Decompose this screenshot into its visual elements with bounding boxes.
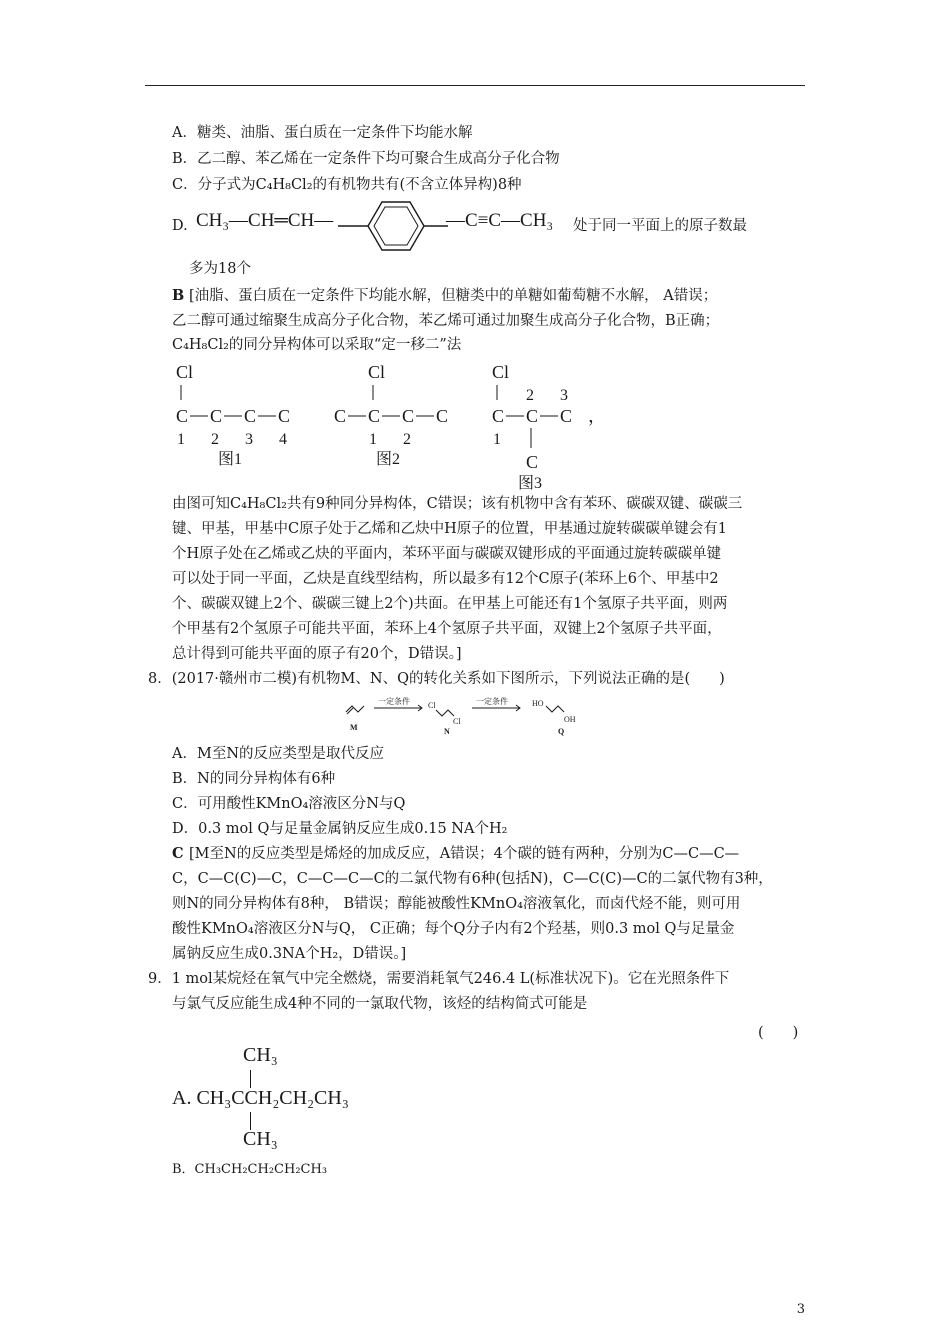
q8-label-m: M bbox=[350, 723, 358, 732]
fig1-num: 3 bbox=[245, 431, 253, 448]
q8-reaction-scheme bbox=[340, 694, 620, 736]
q7-option-d-formula-left: CH₃—CH═CH— bbox=[196, 210, 334, 231]
header-rule bbox=[145, 85, 805, 86]
q7-explanation-line: 总计得到可能共平面的原子有20个，D错误。] bbox=[172, 646, 462, 662]
fig1-c4: C bbox=[278, 406, 291, 426]
q8-option-b: B．N的同分异构体有6种 bbox=[172, 771, 336, 787]
q7-explanation-line: 可以处于同一平面，乙炔是直线型结构，所以最多有12个C原子(苯环上6个、甲基中2 bbox=[172, 571, 719, 587]
q7-option-b: B．乙二醇、苯乙烯在一定条件下均可聚合生成高分子化合物 bbox=[172, 151, 560, 167]
q8-option-c: C．可用酸性KMnO₄溶液区分N与Q bbox=[172, 796, 406, 812]
q7-explanation-line: 个H原子处在乙烯或乙炔的平面内，苯环平面与碳碳双键形成的平面通过旋转碳碳单键 bbox=[172, 546, 722, 562]
page-number: 3 bbox=[796, 1302, 805, 1317]
fig1-num: 4 bbox=[279, 431, 287, 448]
q9-stem-continued: 与氯气反应能生成4种不同的一氯取代物，该烃的结构简式可能是 bbox=[172, 996, 588, 1012]
q7-option-d-suffix: 处于同一平面上的原子数最 bbox=[573, 218, 747, 234]
q8-option-d: D．0.3 mol Q与足量金属钠反应生成0.15 NA个H₂ bbox=[172, 821, 508, 837]
fig2-c4: C bbox=[436, 406, 449, 426]
q9-answer-blank: ( ) bbox=[758, 1025, 799, 1041]
fig3-c2: C bbox=[526, 406, 539, 426]
q7-explanation-line: 乙二醇可通过缩聚生成高分子化合物，苯乙烯可通过加聚生成高分子化合物，B正确； bbox=[172, 313, 720, 329]
q8-option-a: A．M至N的反应类型是取代反应 bbox=[172, 746, 385, 762]
q8-explanation-line: [M至N的反应类型是烯烃的加成反应，A错误；4个碳的链有两种，分别为C—C—C— bbox=[189, 846, 740, 862]
q7-option-d-prefix: D. bbox=[172, 218, 188, 234]
q9-option-a-bottom-methyl: CH₃ bbox=[243, 1128, 278, 1150]
q8-label-n: N bbox=[444, 727, 450, 736]
isomer-figures bbox=[170, 358, 610, 493]
fig3-c1: C bbox=[492, 406, 505, 426]
fig3-label: 图3 bbox=[518, 475, 543, 492]
q9-option-a-main-chain: A. CH₃CCH₂CH₂CH₃ bbox=[172, 1087, 349, 1109]
q8-arrow-condition-2: 一定条件 bbox=[476, 697, 508, 706]
fig3-c-branch: C bbox=[526, 452, 539, 472]
fig2-c1: C bbox=[334, 406, 347, 426]
fig2-cl: Cl bbox=[368, 362, 386, 382]
fig3-num: 3 bbox=[560, 387, 568, 404]
q8-arrow-condition-1: 一定条件 bbox=[378, 697, 410, 706]
q8-stem: 8．(2017·赣州市二模)有机物M、N、Q的转化关系如下图所示，下列说法正确的是( ) bbox=[148, 671, 725, 687]
q7-explanation-line: 个甲基有2个氢原子可能共平面，苯环上4个氢原子共平面，双键上2个氢原子共平面， bbox=[172, 621, 722, 637]
fig3-num: 2 bbox=[526, 387, 534, 404]
q8-label-cl: Cl bbox=[453, 717, 461, 726]
q7-option-c: C．分子式为C₄H₈Cl₂的有机物共有(不含立体异构)8种 bbox=[172, 177, 522, 193]
fig3-c3: C bbox=[560, 406, 573, 426]
fig2-num: 1 bbox=[369, 431, 377, 448]
fig1-num: 1 bbox=[177, 431, 185, 448]
q8-label-cl: Cl bbox=[428, 701, 436, 710]
fig3-cl: Cl bbox=[492, 362, 510, 382]
q9-option-b: B．CH₃CH₂CH₂CH₂CH₃ bbox=[172, 1162, 328, 1177]
q9-stem: 9．1 mol某烷烃在氧气中完全燃烧，需要消耗氧气246.4 L(标准状况下)。它在光照条件下 bbox=[148, 971, 730, 987]
q7-answer-letter: B bbox=[172, 287, 185, 304]
fig1-c2: C bbox=[210, 406, 223, 426]
q8-answer-letter: C bbox=[172, 845, 184, 862]
q8-label-q: Q bbox=[558, 727, 565, 736]
q7-explanation-line: C₄H₈Cl₂的同分异构体可以采取“定一移二”法 bbox=[172, 337, 462, 353]
q7-explanation-line: [油脂、蛋白质在一定条件下均能水解，但糖类中的单糖如葡萄糖不水解， A错误； bbox=[189, 288, 718, 304]
fig2-c2: C bbox=[368, 406, 381, 426]
q8-explanation-line: 属钠反应生成0.3NA个H₂，D错误。] bbox=[172, 946, 407, 962]
q9-option-a-top-methyl: CH₃ bbox=[243, 1044, 278, 1066]
benzene-ring-diagram bbox=[338, 196, 448, 256]
q9-bond-top bbox=[250, 1070, 251, 1088]
q7-explanation-line: 键、甲基，甲基中C原子处于乙烯和乙炔中H原子的位置，甲基通过旋转碳碳单键会有1 bbox=[172, 521, 727, 537]
q8-explanation-line: 酸性KMnO₄溶液区分N与Q， C正确；每个Q分子内有2个羟基，则0.3 mol Q与足量金 bbox=[172, 921, 735, 937]
q7-explanation-line: 个、碳碳双键上2个、碳碳三键上2个)共面。在甲基上可能还有1个氢原子共平面，则两 bbox=[172, 596, 728, 612]
fig1-num: 2 bbox=[211, 431, 219, 448]
q8-label-ho: HO bbox=[532, 699, 544, 708]
fig2-num: 2 bbox=[403, 431, 411, 448]
q8-explanation-line: C，C—C(C)—C，C—C—C—C的二氯代物有6种(包括N)，C—C(C)—C的二氯代物有3种， bbox=[172, 871, 773, 887]
fig1-cl: Cl bbox=[176, 362, 194, 382]
fig3-num: 1 bbox=[493, 431, 501, 448]
fig1-c1: C bbox=[176, 406, 189, 426]
q7-option-d-formula-right: —C≡C—CH₃ bbox=[446, 210, 554, 231]
q7-option-a: A．糖类、油脂、蛋白质在一定条件下均能水解 bbox=[172, 125, 473, 141]
fig2-label: 图2 bbox=[376, 451, 401, 468]
fig1-c3: C bbox=[244, 406, 257, 426]
fig1-label: 图1 bbox=[218, 451, 243, 468]
fig3-comma: ， bbox=[588, 406, 606, 426]
q8-explanation-line: 则N的同分异构体有8种， B错误；醇能被酸性KMnO₄溶液氧化，而卤代烃不能，则可用 bbox=[172, 896, 741, 912]
q7-option-d-continued: 多为18个 bbox=[189, 261, 251, 277]
q8-label-oh: OH bbox=[564, 715, 576, 724]
fig2-c3: C bbox=[402, 406, 415, 426]
q7-explanation-line: 由图可知C₄H₈Cl₂共有9种同分异构体，C错误；该有机物中含有苯环、碳碳双键、碳碳三 bbox=[172, 496, 743, 512]
